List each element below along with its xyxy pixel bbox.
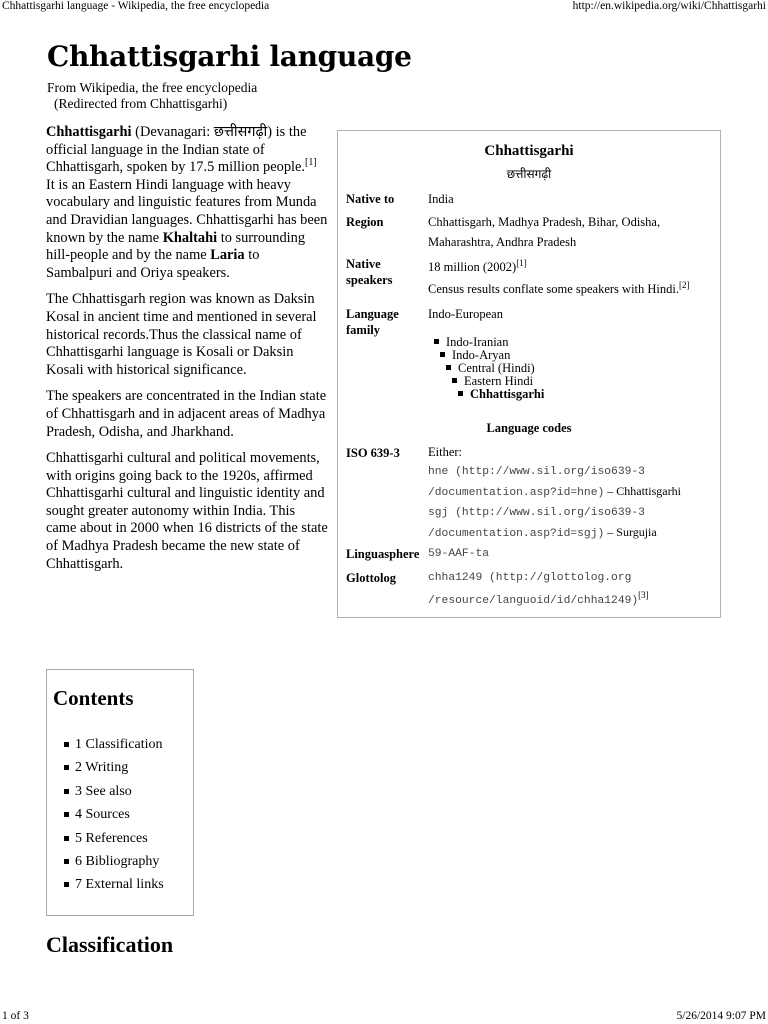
tree-item[interactable]: Indo-Iranian <box>434 336 523 349</box>
bullet-icon <box>458 391 463 396</box>
glottolog-link[interactable]: chha1249 (http://glottolog.org <box>428 572 632 584</box>
toc-item-references[interactable]: 5 References <box>75 827 164 850</box>
ref-1[interactable]: [1] <box>305 157 317 169</box>
tree-item[interactable]: Indo-Aryan <box>440 349 529 362</box>
bullet-icon <box>434 339 439 344</box>
toc-list <box>75 733 164 897</box>
footer-page-count: 1 of 3 <box>2 1010 29 1022</box>
article-source-line: From Wikipedia, the free encyclopedia <box>47 80 258 95</box>
tree-item[interactable]: Eastern Hindi <box>452 375 541 388</box>
toc-title: Contents <box>53 686 134 710</box>
paragraph-intro: Chhattisgarhi (Devanagari: छत्तीसगढ़ी) is the official language in the Indian state of Chhattisgarh, spoken by 17.5 million people.[1] It is an Eastern Hindi language with heavy vocabulary and linguistic features from Munda and Dravidian languages. Chhattisgarhi has been known by the name Khaltahi to surrounding hill-people and by the name Laria to Sambalpuri and Oriya speakers. <box>46 124 328 281</box>
tree-item-current: Chhattisgarhi <box>458 388 547 401</box>
redirect-notice: (Redirected from Chhattisgarhi) <box>54 96 228 111</box>
infobox-native-name: छत्तीसगढ़ी <box>506 167 552 181</box>
footer-datetime: 5/26/2014 9:07 PM <box>676 1010 766 1022</box>
bullet-icon <box>64 836 69 841</box>
language-codes-heading: Language codes <box>486 421 572 435</box>
header-url[interactable]: http://en.wikipedia.org/wiki/Chhattisgarhi <box>572 0 766 12</box>
language-infobox: Chhattisgarhi छत्तीसगढ़ी Native to India Region Chhattisgarh, Madhya Pradesh, Bihar, Odisha, Maharashtra, Andhra Pradesh Native speakers 18 million (2002)[1] Census results conflate some speakers with Hindi.[2] Language family Indo-European Indo-Iranian Indo-Aryan Central (Hindi) Eastern Hindi Chhattisgarhi Language codes ISO 639-3 Either: hne (http://www.sil.org/iso639-3 /documentation.asp?id=hne) – Chhattisgarhi sgj (http://www.sil.org/iso639-3 /documentation.asp?id=sgj) – Surgujia Linguasphere 59-AAF-ta Glottolog chha1249 (http://glottolog.org /resource/languoid/id/chha1249)[3] <box>337 130 721 618</box>
bullet-icon <box>440 352 445 357</box>
article-title: Chhattisgarhi language <box>47 40 412 73</box>
toc-item-external-links[interactable]: 7 External links <box>75 873 164 896</box>
paragraph-movements: Chhattisgarhi cultural and political movements, with origins going back to the 1920s, affirmed Chhattisgarhi cultural and linguistic identity and sought greater autonomy within India. This came about in 2000 when 16 districts of the state of Madhya Pradesh became the new state of Chhattisgarh. <box>46 450 328 572</box>
table-of-contents <box>46 669 194 916</box>
header-page-title: Chhattisgarhi language - Wikipedia, the free encyclopedia <box>2 0 270 12</box>
term-chhattisgarhi: Chhattisgarhi <box>46 124 132 140</box>
paragraph-speakers: The speakers are concentrated in the Indian state of Chhattisgarh and in adjacent areas of Madhya Pradesh, Odisha, and Jharkhand. <box>46 388 327 440</box>
article-body <box>46 124 328 582</box>
iso-link-hne[interactable]: hne (http://www.sil.org/iso639-3 <box>428 465 645 478</box>
print-header <box>2 0 766 14</box>
toc-item-classification[interactable]: 1 Classification <box>75 733 164 756</box>
bullet-icon <box>64 765 69 770</box>
paragraph-history: The Chhattisgarh region was known as Daksin Kosal in ancient time and mentioned in several historical records.Thus the classical name of Chhattisgarhi language is Kosali or Daksin Kosali with historical significance. <box>46 291 317 378</box>
toc-item-sources[interactable]: 4 Sources <box>75 803 164 826</box>
tree-item[interactable]: Central (Hindi) <box>446 362 535 375</box>
family-tree <box>428 335 545 401</box>
bullet-icon <box>446 365 451 370</box>
term-khaltahi: Khaltahi <box>162 229 218 246</box>
bullet-icon <box>64 882 69 887</box>
bullet-icon <box>64 742 69 747</box>
toc-item-bibliography[interactable]: 6 Bibliography <box>75 850 164 873</box>
bullet-icon <box>64 789 69 794</box>
term-laria: Laria <box>210 247 245 264</box>
bullet-icon <box>64 812 69 817</box>
bullet-icon <box>452 378 457 383</box>
toc-item-writing[interactable]: 2 Writing <box>75 756 164 779</box>
section-heading-classification: Classification <box>46 932 174 957</box>
print-footer <box>2 1008 766 1022</box>
iso-link-sgj[interactable]: sgj (http://www.sil.org/iso639-3 <box>428 506 645 519</box>
infobox-title: Chhattisgarhi <box>484 143 574 159</box>
toc-item-see-also[interactable]: 3 See also <box>75 780 164 803</box>
bullet-icon <box>64 859 69 864</box>
